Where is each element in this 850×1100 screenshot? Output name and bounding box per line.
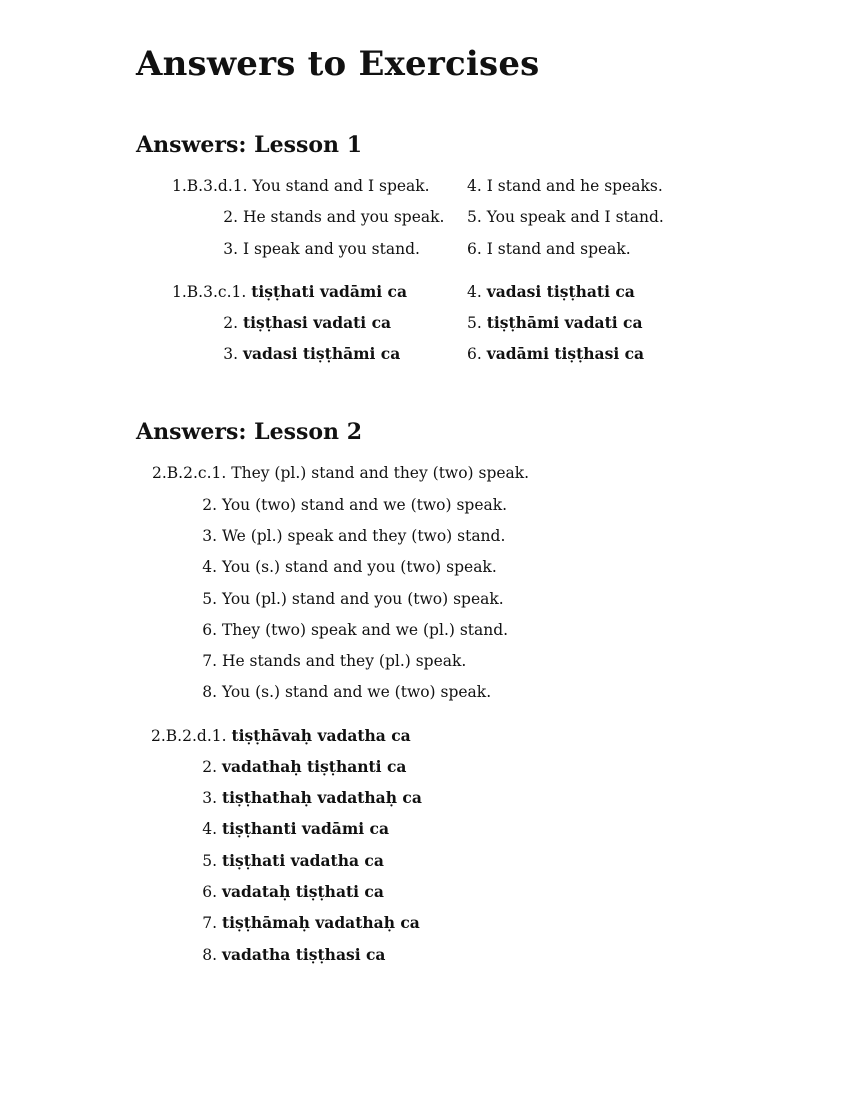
item-number: 3.: [223, 240, 238, 258]
item-text: tiṣṭhanti vadāmi ca: [221, 819, 389, 838]
list-item: [151, 726, 411, 746]
item-number: 1.: [211, 464, 227, 482]
lesson-2-heading: Answers: Lesson 2: [136, 419, 363, 445]
item-number: 4.: [467, 283, 482, 301]
item-text: tiṣṭhāmi vadati ca: [486, 313, 643, 332]
item-text: vadataḥ tiṣṭhati ca: [221, 882, 384, 901]
exercise-label: 2.B.2.d.: [151, 727, 212, 745]
item-text: They (two) speak and we (pl.) stand.: [221, 621, 509, 639]
list-item: [152, 651, 466, 671]
list-item: [467, 239, 631, 259]
list-item: [152, 463, 529, 483]
item-text: vadasi tiṣṭhati ca: [486, 282, 635, 301]
list-item: [172, 313, 391, 333]
list-item: [152, 682, 491, 702]
item-text: I stand and speak.: [486, 240, 631, 258]
list-item: [152, 882, 384, 902]
exercise-label: 2.B.2.c.: [152, 464, 212, 482]
list-item: [172, 282, 407, 302]
list-item: [172, 239, 420, 259]
item-number: 1.: [231, 283, 247, 301]
list-item: [152, 819, 389, 839]
list-item: [172, 207, 444, 227]
item-number: 2.: [223, 314, 238, 332]
item-number: 4.: [202, 820, 217, 838]
list-item: [152, 495, 507, 515]
item-number: 3.: [202, 527, 217, 545]
item-number: 4.: [467, 177, 482, 195]
item-number: 2.: [223, 208, 238, 226]
list-item: [152, 757, 406, 777]
item-text: vadathaḥ tiṣṭhanti ca: [221, 757, 407, 776]
item-text: You stand and I speak.: [252, 177, 430, 195]
list-item: [152, 589, 504, 609]
item-text: We (pl.) speak and they (two) stand.: [221, 527, 506, 545]
list-item: [152, 557, 497, 577]
item-number: 8.: [202, 946, 217, 964]
item-text: vadatha tiṣṭhasi ca: [221, 945, 386, 964]
item-number: 5.: [467, 208, 482, 226]
item-text: tiṣṭhasi vadati ca: [242, 313, 392, 332]
item-number: 5.: [467, 314, 482, 332]
item-text: You (s.) stand and we (two) speak.: [221, 683, 492, 701]
item-text: I speak and you stand.: [242, 240, 420, 258]
list-item: [467, 207, 664, 227]
item-number: 2.: [202, 758, 217, 776]
item-text: vadasi tiṣṭhāmi ca: [242, 344, 401, 363]
list-item: [152, 913, 420, 933]
item-text: You (s.) stand and you (two) speak.: [221, 558, 497, 576]
item-number: 3.: [223, 345, 238, 363]
item-number: 5.: [202, 590, 217, 608]
item-text: You (two) stand and we (two) speak.: [221, 496, 508, 514]
item-text: I stand and he speaks.: [486, 177, 663, 195]
exercise-label: 1.B.3.c.: [172, 283, 232, 301]
item-text: They (pl.) stand and they (two) speak.: [231, 464, 530, 482]
page-title: Answers to Exercises: [136, 44, 540, 84]
list-item: [152, 788, 422, 808]
item-number: 2.: [202, 496, 217, 514]
list-item: [467, 282, 635, 302]
list-item: [172, 176, 430, 196]
item-number: 6.: [202, 883, 217, 901]
list-item: [172, 344, 400, 364]
item-text: You speak and I stand.: [486, 208, 664, 226]
list-item: [467, 313, 643, 333]
item-number: 6.: [202, 621, 217, 639]
list-item: [152, 526, 505, 546]
item-number: 7.: [202, 652, 217, 670]
item-number: 1.: [232, 177, 248, 195]
item-text: tiṣṭhāvaḥ vadatha ca: [231, 726, 411, 745]
item-number: 5.: [202, 852, 217, 870]
item-text: tiṣṭhāmaḥ vadathaḥ ca: [221, 913, 420, 932]
list-item: [152, 945, 385, 965]
lesson-1-heading: Answers: Lesson 1: [136, 132, 363, 158]
item-text: You (pl.) stand and you (two) speak.: [221, 590, 504, 608]
item-number: 1.: [211, 727, 227, 745]
exercise-label: 1.B.3.d.: [172, 177, 233, 195]
item-number: 7.: [202, 914, 217, 932]
item-number: 6.: [467, 345, 482, 363]
item-number: 4.: [202, 558, 217, 576]
list-item: [467, 344, 644, 364]
item-text: tiṣṭhati vadatha ca: [221, 851, 384, 870]
item-text: tiṣṭhati vadāmi ca: [251, 282, 408, 301]
item-number: 6.: [467, 240, 482, 258]
item-number: 3.: [202, 789, 217, 807]
item-text: He stands and you speak.: [242, 208, 445, 226]
item-text: vadāmi tiṣṭhasi ca: [486, 344, 645, 363]
list-item: [152, 620, 508, 640]
list-item: [152, 851, 384, 871]
item-text: He stands and they (pl.) speak.: [221, 652, 467, 670]
item-text: tiṣṭhathaḥ vadathaḥ ca: [221, 788, 422, 807]
item-number: 8.: [202, 683, 217, 701]
list-item: [467, 176, 663, 196]
